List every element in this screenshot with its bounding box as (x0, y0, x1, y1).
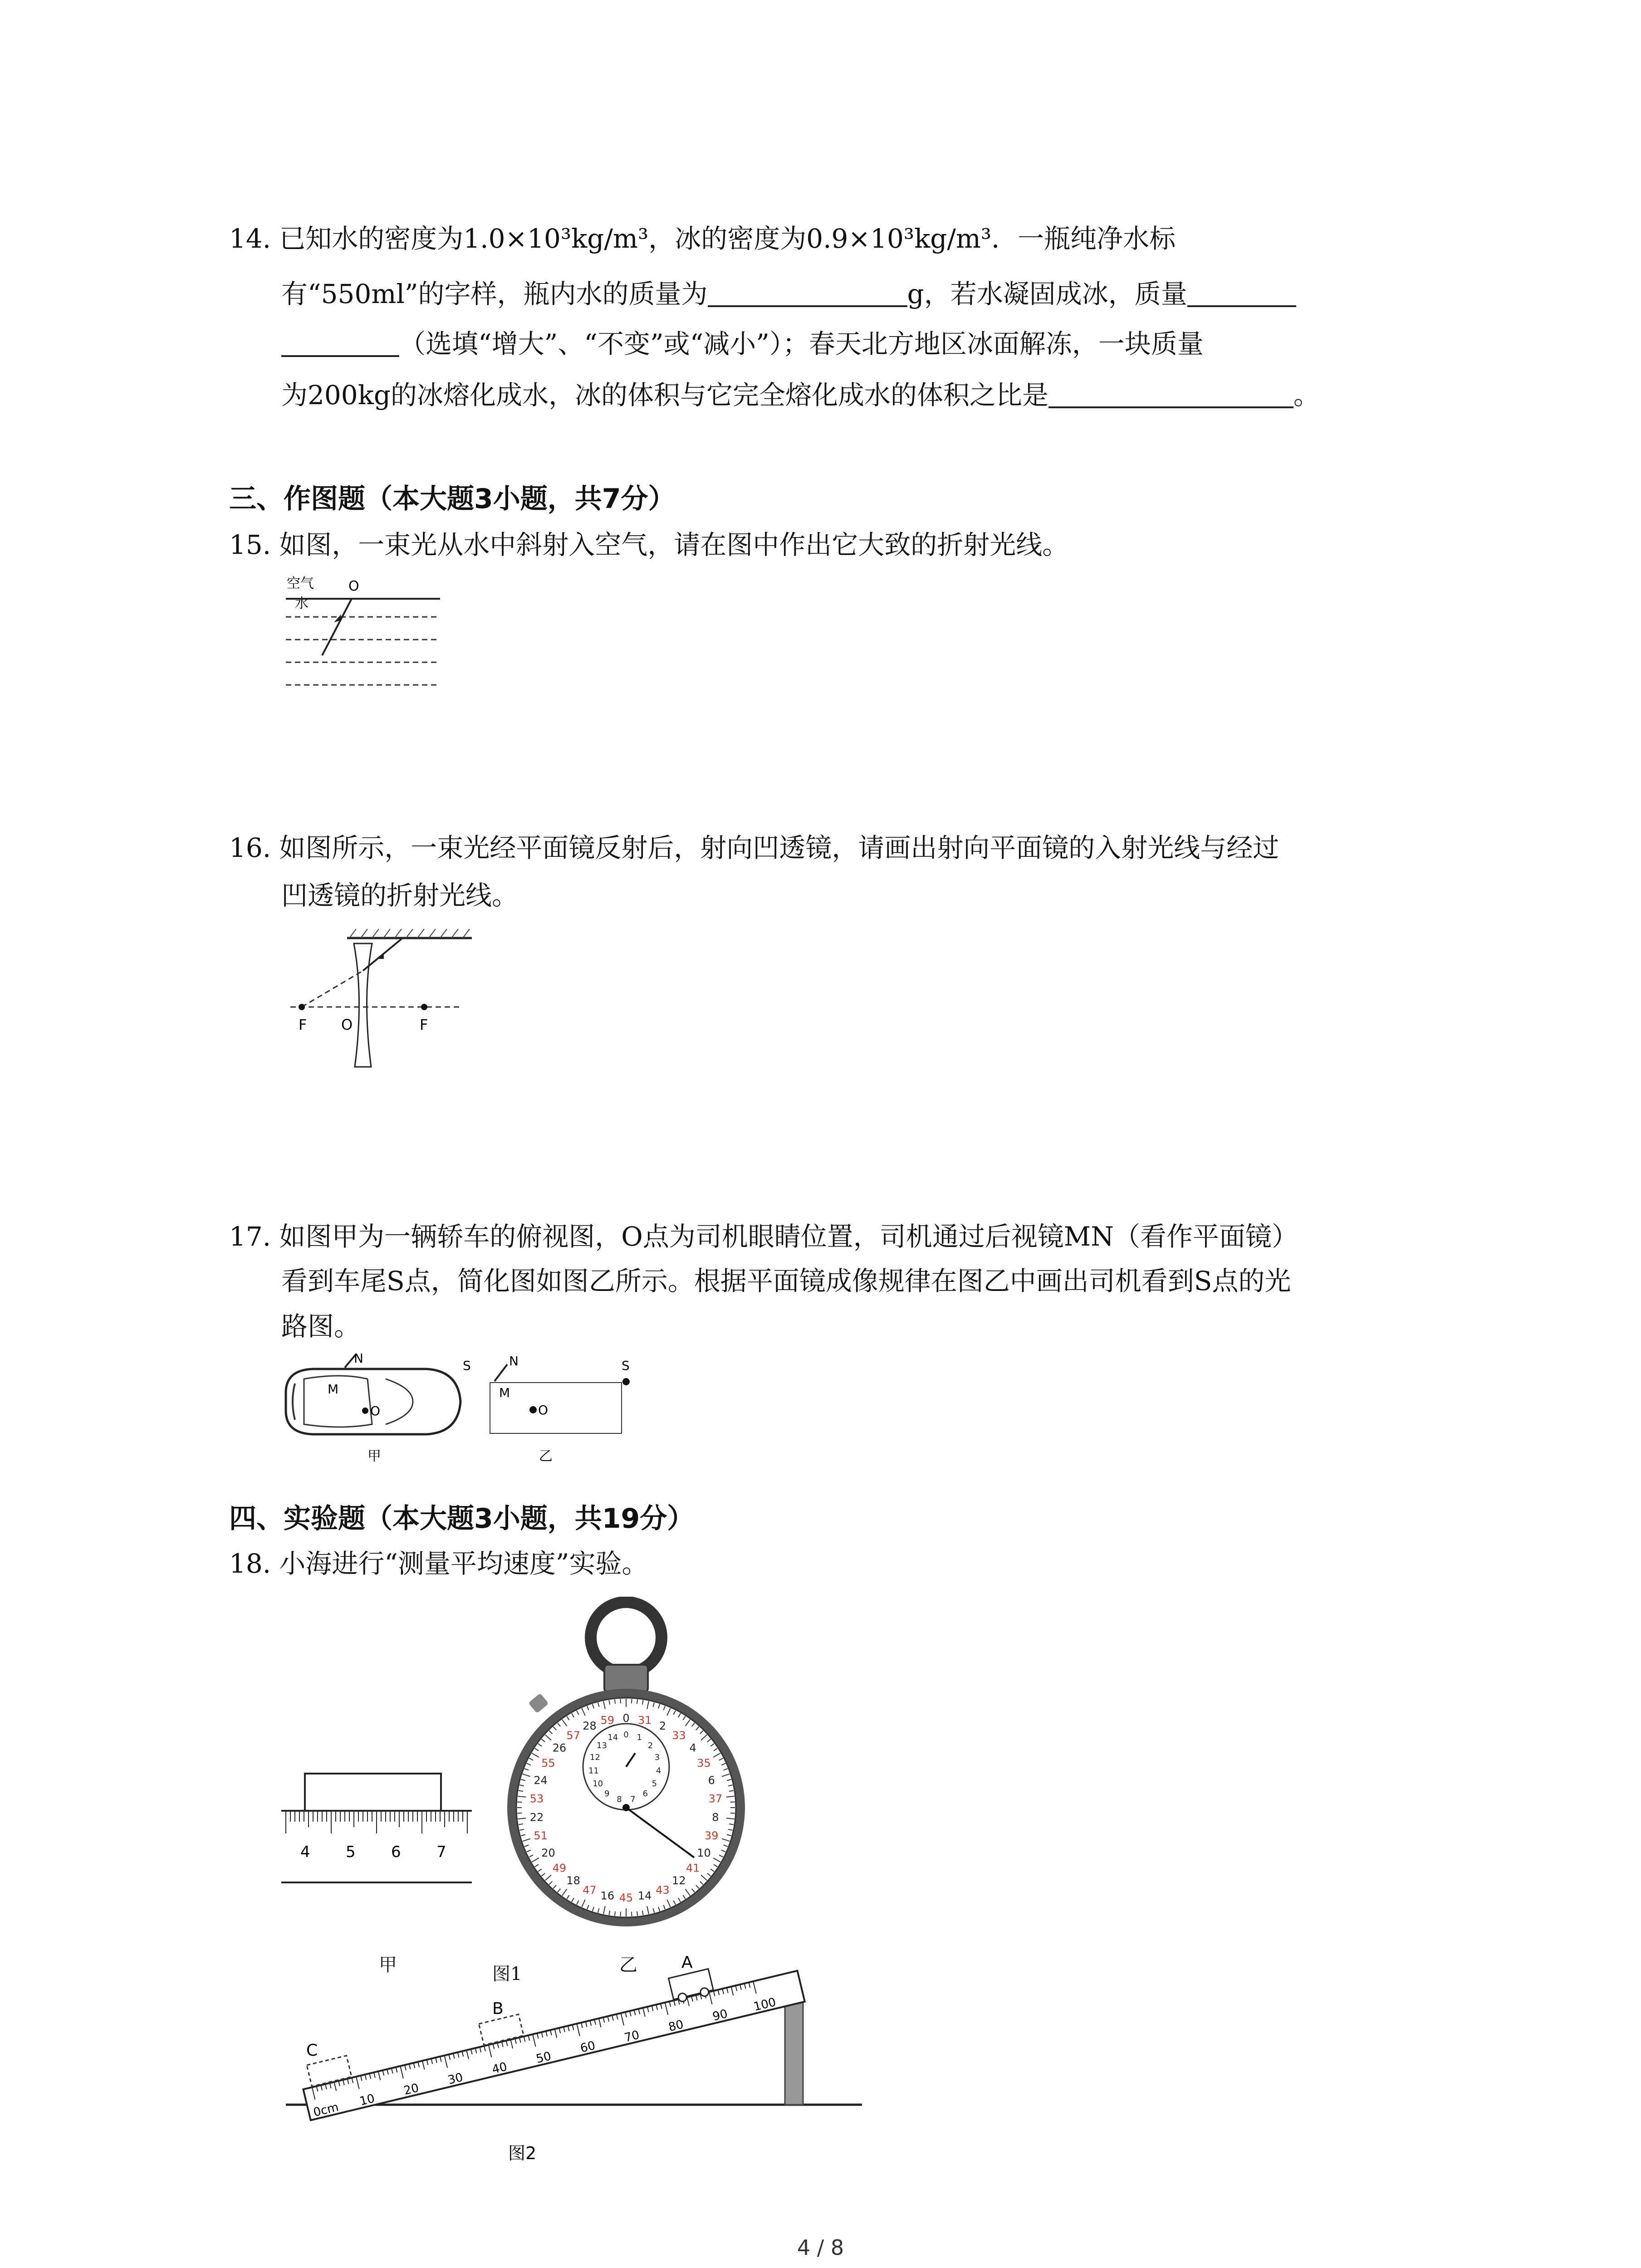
ruler-tick-label: 6 (391, 1843, 401, 1861)
dashed-extension (302, 971, 363, 1007)
stopwatch-outer-label: 55 (541, 1757, 555, 1769)
question-text: 如图所示，一束光经平面镜反射后，射向凹透镜，请画出射向平面镜的入射光线与经过 (279, 832, 1279, 863)
question-number: 17. (229, 1221, 271, 1252)
question-18 (229, 1550, 648, 1577)
stopwatch-outer-label: 49 (552, 1862, 567, 1875)
caption-jia: 甲 (367, 1448, 381, 1464)
support-block (785, 2000, 803, 2105)
stopwatch-inner-label: 8 (617, 1794, 622, 1804)
stopwatch-tick (620, 1699, 621, 1703)
question-number: 14. (229, 223, 271, 254)
figure-concave-lens (281, 925, 481, 1075)
label-o: O (538, 1403, 549, 1418)
stopwatch-outer-label: 14 (637, 1889, 652, 1902)
stopwatch-outer-label: 53 (529, 1792, 544, 1805)
stopwatch-center (622, 1804, 630, 1811)
stopwatch-outer-label: 31 (637, 1714, 652, 1727)
caption-fig2: 图2 (508, 2143, 537, 2163)
stopwatch-inner-label: 5 (652, 1779, 657, 1789)
incline-label: 10 (358, 2092, 376, 2109)
stopwatch-outer-label: 37 (708, 1792, 723, 1805)
stopwatch-outer-label: 8 (712, 1811, 719, 1824)
stopwatch-tick (620, 1912, 621, 1916)
stopwatch-outer-label: 43 (656, 1883, 670, 1897)
section-heading: 三、作图题（本大题3小题，共7分） (229, 483, 676, 515)
question-number: 18. (229, 1548, 271, 1579)
stopwatch-inner-label: 13 (597, 1740, 607, 1750)
stopwatch-outer-label: 57 (566, 1729, 580, 1742)
page-number: 4 / 8 (797, 2235, 844, 2260)
stopwatch-ring (591, 1602, 661, 1673)
concave-lens (354, 943, 372, 1067)
question-15 (229, 529, 1069, 560)
figure-refraction (277, 572, 449, 699)
answer-blank-change-cont (281, 330, 399, 357)
label-c: C (306, 2041, 318, 2060)
answer-blank-ratio (1048, 381, 1293, 408)
label-m: M (328, 1382, 339, 1397)
label-n: N (354, 1352, 363, 1366)
stopwatch-side-button (528, 1693, 549, 1714)
label-s: S (622, 1358, 630, 1373)
mirror-hatching (349, 929, 470, 938)
answer-blank-mass (708, 280, 907, 307)
stopwatch-inner-label: 4 (656, 1766, 661, 1776)
incline-label: 50 (534, 2049, 553, 2066)
car-rear-window (386, 1379, 413, 1424)
question-text: 如图甲为一辆轿车的俯视图，O点为司机眼睛位置，司机通过后视镜MN（看作平面镜） (279, 1221, 1298, 1252)
stopwatch-inner-label: 6 (642, 1789, 648, 1799)
incline-label: 90 (711, 2007, 729, 2024)
stopwatch-inner-label: 14 (607, 1733, 618, 1743)
ruler-ticks (286, 1811, 467, 1833)
stopwatch-outer-label: 59 (600, 1714, 615, 1727)
answer-blank-change (1187, 280, 1296, 307)
incline-label: 40 (490, 2060, 509, 2077)
car-body (286, 1369, 460, 1434)
incline-label: 80 (667, 2017, 685, 2034)
label-f-left: F (299, 1016, 307, 1033)
stopwatch-outer-label: 45 (619, 1892, 633, 1904)
point-s (622, 1378, 630, 1385)
ruler-tick-label: 5 (346, 1843, 356, 1861)
figure-stopwatch (499, 1597, 753, 1941)
stopwatch-inner-label: 11 (588, 1766, 599, 1776)
question-text: 如图，一束光从水中斜射入空气，请在图中作出它大致的折射光线。 (279, 529, 1069, 560)
question-number: 15. (229, 529, 271, 560)
stopwatch-inner-label: 2 (647, 1740, 653, 1750)
driver-eye-point (529, 1406, 537, 1413)
focus-point-right (421, 1004, 427, 1010)
label-water: 水 (295, 596, 309, 611)
stopwatch-outer-label: 20 (541, 1847, 555, 1859)
stopwatch-outer-label: 41 (686, 1862, 700, 1875)
car-windshield (293, 1383, 295, 1420)
label-m: M (499, 1385, 510, 1400)
caption-yi: 乙 (619, 1955, 637, 1975)
question-text: 路图。 (281, 1311, 361, 1342)
inclined-board (298, 1950, 805, 2121)
question-number: 16. (229, 832, 271, 863)
stopwatch-outer-label: 2 (659, 1720, 666, 1733)
question-text: 小海进行“测量平均速度”实验。 (279, 1548, 648, 1579)
incline-label: 100 (752, 1995, 778, 2014)
incline-label: 60 (578, 2038, 597, 2056)
stopwatch-outer-label: 4 (689, 1741, 696, 1755)
label-o: O (370, 1403, 381, 1418)
incident-ray (322, 599, 352, 655)
stopwatch-outer-label: 0 (622, 1712, 630, 1725)
label-f-right: F (420, 1016, 428, 1033)
stopwatch-outer-label: 47 (583, 1883, 597, 1897)
stopwatch-inner-label: 1 (637, 1733, 642, 1743)
stopwatch-outer-label: 6 (708, 1774, 715, 1787)
caption-yi: 乙 (539, 1448, 553, 1464)
stopwatch-inner-label: 9 (604, 1789, 610, 1799)
stopwatch-inner-label: 3 (654, 1752, 660, 1762)
incline-label: 20 (402, 2081, 421, 2098)
question-text: （选填“增大”、“不变”或“减小”）；春天北方地区冰面解冻，一块质量 (399, 328, 1204, 359)
caption-fig1: 图1 (492, 1964, 522, 1984)
question-text: 有“550ml”的字样，瓶内水的质量为 (281, 279, 708, 309)
focus-point-left (299, 1004, 305, 1010)
incline-label: 0cm (312, 2100, 340, 2120)
stopwatch-outer-label: 33 (672, 1729, 686, 1742)
stopwatch-outer-label: 10 (697, 1847, 711, 1859)
stopwatch-inner-label: 7 (630, 1794, 636, 1804)
stopwatch-outer-label: 28 (583, 1720, 597, 1733)
ruler-tick-label: 7 (436, 1843, 446, 1861)
label-a: A (681, 1953, 693, 1972)
stopwatch-inner-label: 12 (590, 1752, 600, 1762)
incline-ruler (303, 1971, 804, 2121)
question-text: 为200kg的冰熔化成水，冰的体积与它完全熔化成水的体积之比是 (281, 380, 1048, 411)
incline-label: 70 (623, 2028, 641, 2045)
figure-incline (281, 1950, 871, 2168)
section-heading: 四、实验题（本大题3小题，共19分） (229, 1503, 695, 1535)
label-air: 空气 (287, 576, 314, 591)
figure-car-simplified (481, 1352, 644, 1483)
stopwatch-outer-label: 51 (534, 1829, 548, 1843)
label-b: B (492, 1999, 504, 2018)
stopwatch-outer-label: 16 (600, 1889, 615, 1902)
figure-car-topview (277, 1352, 476, 1483)
wooden-block (305, 1774, 441, 1811)
label-n: N (509, 1354, 519, 1369)
stopwatch-outer-label: 24 (534, 1774, 548, 1787)
stopwatch-outer-label: 26 (552, 1741, 567, 1755)
question-text: 。 (1293, 380, 1320, 411)
stopwatch-inner-label: 0 (623, 1730, 629, 1740)
stopwatch-outer-label: 18 (566, 1874, 580, 1887)
figure-ruler-block (272, 1760, 481, 1896)
driver-eye-point (362, 1408, 368, 1414)
label-o: O (348, 578, 359, 594)
stopwatch-inner-label: 10 (593, 1779, 603, 1789)
label-o: O (341, 1016, 353, 1033)
label-s: S (463, 1358, 471, 1373)
question-text: 已知水的密度为1.0×10³kg/m³，冰的密度为0.9×10³kg/m³．一瓶纯净水标 (279, 223, 1176, 254)
stopwatch-outer-label: 12 (672, 1874, 686, 1887)
question-text: g，若水凝固成冰，质量 (907, 279, 1187, 309)
question-text: 凹透镜的折射光线。 (281, 880, 519, 911)
caption-jia: 甲 (379, 1955, 397, 1975)
incline-label: 30 (446, 2070, 465, 2087)
stopwatch-outer-label: 22 (529, 1811, 544, 1824)
stopwatch-crown (604, 1665, 648, 1692)
ruler-tick-label: 4 (300, 1843, 310, 1861)
question-text: 看到车尾S点，简化图如图乙所示。根据平面镜成像规律在图乙中画出司机看到S点的光 (281, 1266, 1291, 1296)
stopwatch-outer-label: 35 (697, 1757, 711, 1769)
stopwatch-outer-label: 39 (705, 1829, 719, 1843)
mirror-mn (495, 1364, 507, 1381)
